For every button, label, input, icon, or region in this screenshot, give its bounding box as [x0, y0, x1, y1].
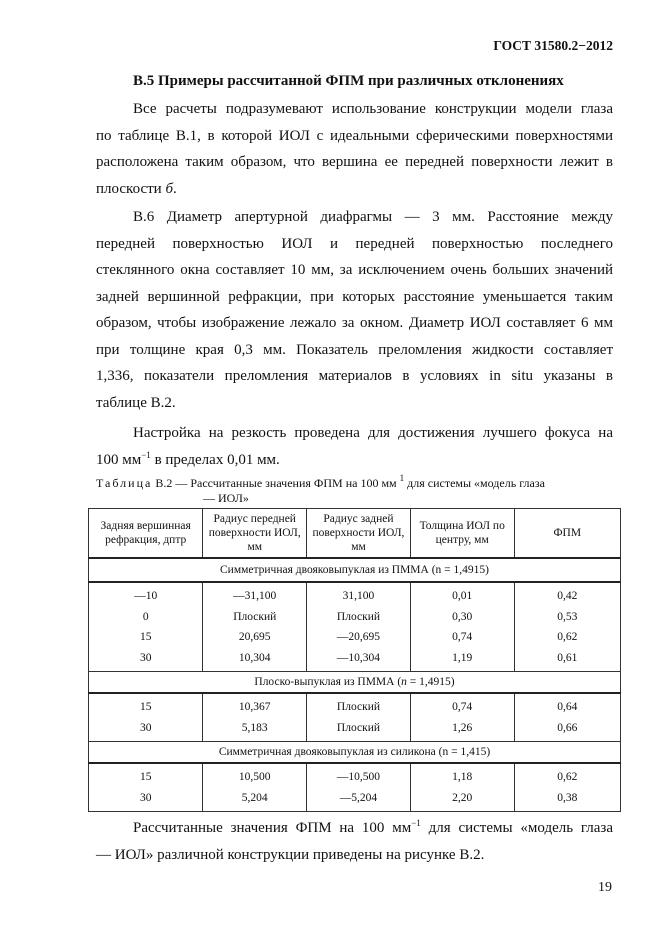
table-cell: 0,64 — [514, 693, 620, 718]
group-title: Симметричная двояковыпуклая из ПММА (n = 1,4915) — [89, 558, 621, 582]
table-cell: 0,74 — [410, 693, 514, 718]
paragraph-line: Настройка на резкость проведена для достижения лучшего фокуса на — [133, 425, 613, 441]
text-fragment: 100 мм — [96, 451, 142, 468]
group-row — [89, 742, 621, 764]
table-cell: 30 — [89, 648, 203, 672]
table-cell: 0,62 — [514, 763, 620, 788]
header-cell: Толщина ИОЛ по центру, мм — [410, 509, 514, 559]
paragraph-line: В.6 Диаметр апертурной диафрагмы — 3 мм. Расстояние между — [133, 209, 613, 225]
table-cell: Плоский — [307, 693, 411, 718]
table-cell: 1,19 — [410, 648, 514, 672]
table-row — [89, 718, 621, 742]
table-cell: 5,183 — [203, 718, 307, 742]
text-fragment: . — [172, 180, 177, 197]
table-cell: —20,695 — [307, 627, 411, 648]
table-cell: 0,61 — [514, 648, 620, 672]
table-cell: 0,30 — [410, 607, 514, 628]
text-fragment: В.2 — Рассчитанные значения ФПМ на 100 мм — [152, 476, 400, 490]
table-row — [89, 788, 621, 812]
superscript: −1 — [411, 818, 421, 828]
paragraph-line — [96, 815, 613, 842]
paragraph-line: стеклянного окна составляет 10 мм, за исключением очень больших значений — [96, 262, 613, 278]
caption-line: — ИОЛ» — [203, 491, 249, 505]
table-cell: 20,695 — [203, 627, 307, 648]
header-cell: Радиус задней поверхности ИОЛ, мм — [307, 509, 411, 559]
paragraph-line: передней поверхностью ИОЛ и передней поверхностью последнего — [96, 235, 613, 252]
paragraph-line: задней вершинной рефракции, при которых расстояние уменьшается таким — [96, 288, 613, 305]
header-cell: Задняя вершинная рефракция, дптр — [89, 509, 203, 559]
table-row — [89, 607, 621, 628]
table-cell: —10,304 — [307, 648, 411, 672]
table-cell: 15 — [89, 693, 203, 718]
superscript: 1 — [399, 473, 405, 483]
table-cell: 0,74 — [410, 627, 514, 648]
table-row — [89, 648, 621, 672]
superscript: −1 — [141, 449, 151, 460]
table-header-row — [89, 509, 621, 559]
text-fragment: Рассчитанные значения ФПМ на 100 мм — [133, 820, 412, 836]
table-cell: 1,18 — [410, 763, 514, 788]
paragraph-3 — [96, 420, 613, 473]
table-cell: 1,26 — [410, 718, 514, 742]
italic-fragment: б — [165, 180, 173, 197]
table-cell: 10,304 — [203, 648, 307, 672]
paragraph-4 — [96, 815, 613, 868]
table-row — [89, 627, 621, 648]
header-cell: ФПМ — [514, 509, 620, 559]
paragraph-line: 1,336, показатели преломления материалов в условиях in situ указаны в — [96, 368, 613, 384]
table-row — [89, 693, 621, 718]
text-fragment: = 1,4915) — [406, 676, 455, 688]
caption-label: Таблица — [96, 476, 153, 490]
header-cell: Радиус передней поверхности ИОЛ, мм — [203, 509, 307, 559]
table-cell: —31,100 — [203, 582, 307, 607]
table-row — [89, 582, 621, 607]
paragraph-line — [96, 176, 613, 203]
caption-line — [96, 473, 613, 491]
paragraph-1 — [96, 96, 613, 202]
text-fragment: для системы «модель глаза — [404, 476, 545, 490]
text-fragment: в пределах 0,01 мм. — [150, 451, 280, 468]
table-cell: Плоский — [307, 718, 411, 742]
table-cell: —10 — [89, 582, 203, 607]
text-fragment: плоскости — [96, 180, 166, 197]
table-cell: 31,100 — [307, 582, 411, 607]
table-row — [89, 763, 621, 788]
table-cell: 0,66 — [514, 718, 620, 742]
table-cell: 30 — [89, 788, 203, 812]
text-fragment: для системы «модель глаза — [420, 820, 613, 836]
table-cell: 5,204 — [203, 788, 307, 812]
table-cell: 15 — [89, 627, 203, 648]
paragraph-line — [96, 447, 613, 474]
table-cell: 15 — [89, 763, 203, 788]
table-cell: —10,500 — [307, 763, 411, 788]
table-cell: 2,20 — [410, 788, 514, 812]
paragraph-line: Все расчеты подразумевают использование конструкции модели глаза — [133, 101, 613, 117]
text-fragment: Плоско-выпуклая из ПММА ( — [254, 676, 402, 688]
group-row — [89, 558, 621, 582]
paragraph-line: при толщине края 0,3 мм. Показатель преломления жидкости составляет — [96, 341, 613, 358]
paragraph-line: таблице В.2. — [96, 394, 176, 411]
table-cell: —5,204 — [307, 788, 411, 812]
section-title: В.5 Примеры рассчитанной ФПМ при различных отклонениях — [133, 73, 564, 89]
table-cell: 0,38 — [514, 788, 620, 812]
table-cell: 0,42 — [514, 582, 620, 607]
italic-fragment: n — [401, 676, 407, 688]
paragraph-line: по таблице В.1, в которой ИОЛ с идеальными сферическими поверхностями — [96, 127, 613, 144]
group-title — [89, 672, 621, 694]
paragraph-line: образом, чтобы изображение лежало за окном. Диаметр ИОЛ составляет 6 мм — [96, 315, 613, 331]
paragraph-2 — [96, 204, 613, 416]
results-table — [88, 508, 621, 812]
document-header: ГОСТ 31580.2−2012 — [493, 38, 613, 53]
table-cell: 10,500 — [203, 763, 307, 788]
table-cell: 0 — [89, 607, 203, 628]
table-cell: 0,01 — [410, 582, 514, 607]
group-title: Симметричная двояковыпуклая из силикона (n = 1,415) — [89, 742, 621, 764]
table-caption — [96, 473, 613, 506]
table-cell: 10,367 — [203, 693, 307, 718]
paragraph-line: расположена таким образом, что вершина ее передней поверхности лежит в — [96, 154, 613, 170]
table-cell: 0,53 — [514, 607, 620, 628]
table-cell: Плоский — [203, 607, 307, 628]
page-number: 19 — [598, 880, 612, 895]
table-cell: 30 — [89, 718, 203, 742]
table-cell: 0,62 — [514, 627, 620, 648]
group-row — [89, 672, 621, 694]
paragraph-line: — ИОЛ» различной конструкции приведены на рисунке В.2. — [96, 846, 485, 863]
table-cell: Плоский — [307, 607, 411, 628]
